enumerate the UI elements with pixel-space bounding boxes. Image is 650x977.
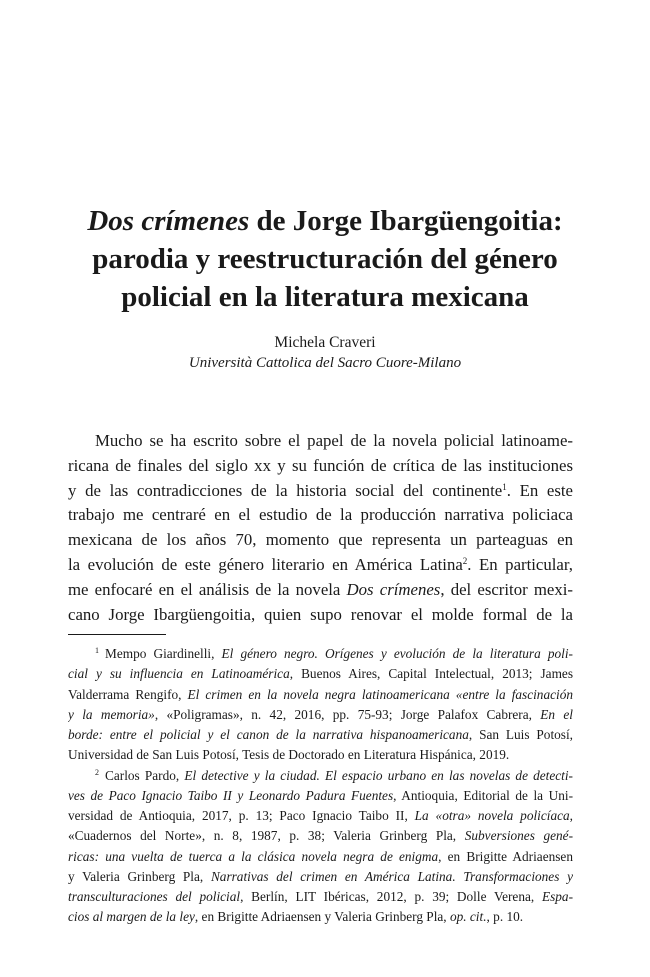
- footnotes: [68, 644, 573, 928]
- footnote-1-line: y la memoria», «Poligramas», n. 42, 2016, pp. 75-93; Jorge Palafox Cabrera, En el: [68, 706, 573, 722]
- body-line: trabajo me centraré en el estudio de la producción narrativa policiaca: [68, 505, 573, 525]
- body-line: me enfocaré en el análisis de la novela Dos crímenes, del escritor mexi-: [68, 579, 573, 599]
- body-line: Mucho se ha escrito sobre el papel de la novela policial latinoame-: [95, 431, 573, 450]
- footnote-2-line: cios al margen de la ley, en Brigitte Adriaensen y Valeria Grinberg Pla, op. cit., p. 10.: [68, 909, 524, 925]
- body-line: cano Jorge Ibargüengoitia, quien supo renovar el molde formal de la: [68, 604, 573, 624]
- footnote-2-line: transculturaciones del policial, Berlín, LIT Ibéricas, 2012, p. 39; Dolle Verena, Espa-: [68, 889, 573, 904]
- body-line: mexicana de los años 70, momento que representa un parteaguas en: [68, 530, 573, 550]
- title-line-3: policial en la literatura mexicana: [121, 281, 529, 314]
- footnote-1-line: $^1$ Mempo Giardinelli, El género negro. Orígenes y evolución de la literatura poli-: [95, 646, 573, 661]
- title-line-1: Dos crímenes de Jorge Ibargüengoitia:: [87, 205, 563, 238]
- footnote-2-line: $^2$ Carlos Pardo, El detective y la ciudad. El espacio urbano en las novelas de detecti-: [95, 767, 573, 783]
- footnote-ref-1[interactable]: 1: [502, 481, 507, 492]
- footnote-1-line: cial y su influencia en Latinoamérica, Buenos Aires, Capital Intelectual, 2013; James: [68, 666, 573, 682]
- article-title: [60, 202, 590, 316]
- title-italic-work: Dos crímenes: [87, 205, 250, 238]
- footnote-1-line: Universidad de San Luis Potosí, Tesis de Doctorado en Literatura Hispánica, 2019.: [68, 747, 510, 763]
- footnote-2-line: ricas: una vuelta de tuerca a la clásica novela negra de enigma, en Brigitte Adriaensen: [68, 848, 573, 864]
- footnote-2-line: ves de Paco Ignacio Taibo II y Leonardo Padura Fuentes, Antioquia, Editorial de la Uni-: [68, 787, 573, 803]
- author-name: Michela Craveri: [274, 334, 376, 351]
- footnote-1-line: borde: entre el policial y el canon de la narrativa hispanoamericana, San Luis Potosí,: [68, 727, 573, 742]
- body-line: ricana de finales del siglo xx y su función de crítica de las instituciones: [68, 455, 573, 475]
- footnote-2-line: versidad de Antioquia, 2017, p. 13; Paco Ignacio Taibo II, La «otra» novela policíaca,: [68, 808, 573, 823]
- title-line-2: parodia y reestructuración del género: [92, 243, 558, 276]
- footnote-1-line: Valderrama Rengifo, El crimen en la novela negra latinoamericana «entre la fascinación: [68, 686, 573, 702]
- footnote-1-mark: 1: [95, 646, 99, 655]
- footnote-separator: [68, 634, 166, 635]
- body-paragraph: [68, 429, 573, 627]
- footnote-ref-2[interactable]: 2: [462, 555, 468, 566]
- footnote-2-mark: 2: [95, 767, 99, 777]
- author-affiliation: Università Cattolica del Sacro Cuore-Milano: [188, 355, 462, 371]
- footnote-2-line: «Cuadernos del Norte», n. 8, 1987, p. 38; Valeria Grinberg Pla, Subversiones gené-: [68, 828, 573, 844]
- footnote-2-line: y Valeria Grinberg Pla, Narrativas del crimen en América Latina. Transformaciones y: [68, 868, 573, 884]
- body-line: y de las contradicciones de la historia social del continente$^1$. En este: [68, 480, 573, 500]
- body-line: la evolución de este género literario en América Latina$^2$. En particular,: [68, 554, 573, 574]
